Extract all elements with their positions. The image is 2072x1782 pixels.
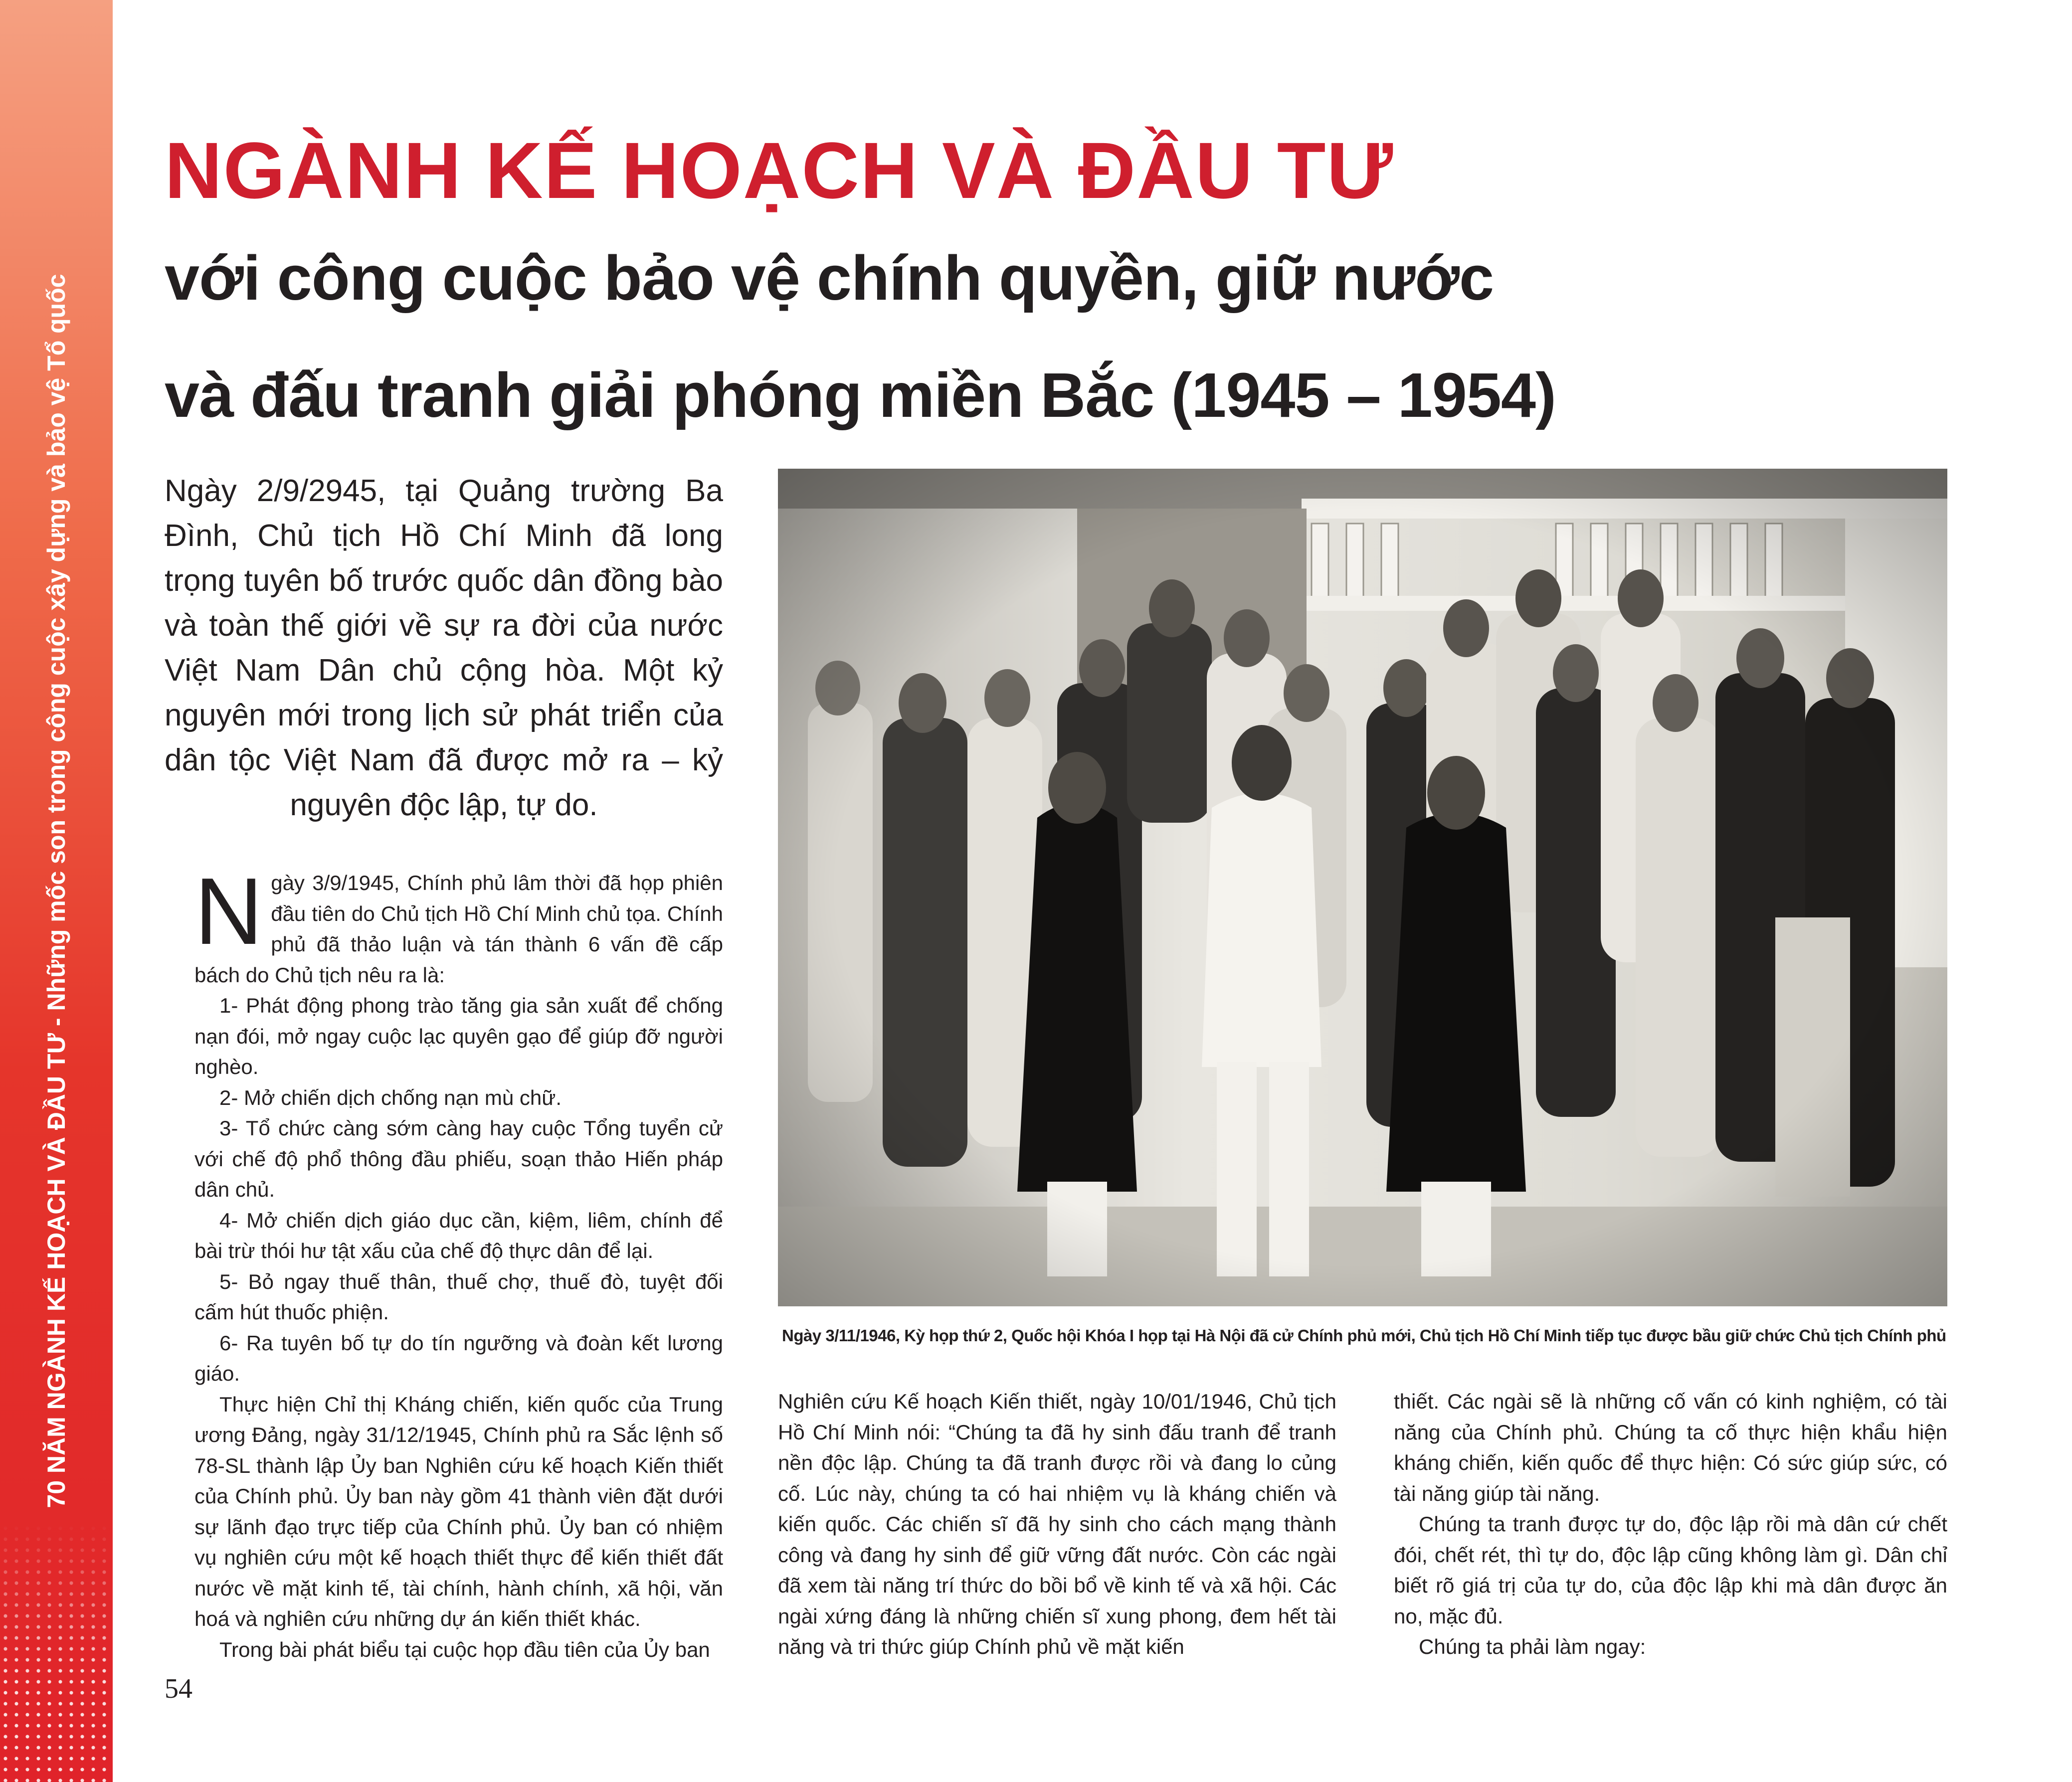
opening-paragraph (194, 859, 723, 990)
drop-cap: N (194, 859, 263, 964)
list-item: 6- Ra tuyên bố tự do tín ngưỡng và đoàn kết lương giáo. (194, 1331, 723, 1385)
lead-paragraph: Ngày 2/9/2945, tại Quảng trường Ba Đình, Chủ tịch Hồ Chí Minh đã long trọng tuyên bố trước quốc dân đồng bào và toàn thế giới về sự ra đời của nước Việt Nam Dân chủ cộng hòa. Một kỷ nguyên mới trong lịch sử phát triển của dân tộc Việt Nam đã được mở ra – kỷ nguyên độc lập, tự do. (165, 474, 723, 822)
body-paragraph: Chúng ta tranh được tự do, độc lập rồi mà dân cứ chết đói, chết rét, thì tự do, độc lập cũng không làm gì. Dân chỉ biết rõ giá trị của tự do, của độc lập khi mà dân được ăn no, mặc đủ. (1394, 1512, 1947, 1628)
historical-group-photo (778, 469, 1947, 1306)
body-paragraph: Thực hiện Chỉ thị Kháng chiến, kiến quốc của Trung ương Đảng, ngày 31/12/1945, Chính phủ ra Sắc lệnh số 78-SL thành lập Ủy ban Nghiên cứu kế hoạch Kiến thiết của Chính phủ. Ủy ban này gồm 41 thành viên đặt dưới sự lãnh đạo trực tiếp của Chính phủ. Ủy ban có nhiệm vụ nghiên cứu một kế hoạch thiết thực để kiến thiết đất nước về mặt kinh tế, tài chính, hành chính, xã hội, văn hoá và nghiên cứu những dự án kiến thiết khác. (194, 1392, 723, 1630)
list-item: 3- Tổ chức càng sớm càng hay cuộc Tổng tuyển cử với chế độ phổ thông đầu phiếu, soạn thảo Hiến pháp dân chủ. (194, 1116, 723, 1201)
article-title: NGÀNH KẾ HOẠCH VÀ ĐẦU TƯ (165, 126, 1394, 215)
body-paragraph: Trong bài phát biểu tại cuộc họp đầu tiên của Ủy ban (219, 1637, 710, 1661)
opening-paragraph-text: gày 3/9/1945, Chính phủ lâm thời đã họp phiên đầu tiên do Chủ tịch Hồ Chí Minh chủ tọa. Chính phủ đã thảo luận và tán thành 6 vấn đề cấp bách do Chủ tịch nêu ra là: (194, 871, 723, 987)
photo-caption: Ngày 3/11/1946, Kỳ họp thứ 2, Quốc hội Khóa I họp tại Hà Nội đã cử Chính phủ mới, Chủ tịch Hồ Chí Minh tiếp tục được bầu giữ chức Chủ tịch Chính phủ (782, 1326, 1946, 1345)
page-number: 54 (165, 1673, 192, 1704)
list-item: 1- Phát động phong trào tăng gia sản xuất để chống nạn đói, mở ngay cuộc lạc quyên gạo để giúp đỡ người nghèo. (194, 994, 723, 1078)
body-column-2 (778, 1386, 1336, 1662)
body-paragraph: Chúng ta phải làm ngay: (1419, 1635, 1646, 1658)
body-column-3 (1394, 1386, 1947, 1662)
list-item: 2- Mở chiến dịch chống nạn mù chữ. (219, 1085, 562, 1109)
article-subtitle-line2: và đấu tranh giải phóng miền Bắc (1945 – 1954) (165, 360, 1556, 430)
running-header-vertical: 70 NĂM NGÀNH KẾ HOẠCH VÀ ĐẦU TƯ - Những mốc son trong công cuộc xây dựng và bảo vệ Tổ quốc (42, 274, 70, 1508)
list-item: 4- Mở chiến dịch giáo dục cần, kiệm, liêm, chính để bài trừ thói hư tật xấu của chế độ thực dân để lại. (194, 1208, 723, 1262)
group-photo-image (778, 469, 1947, 1306)
list-item: 5- Bỏ ngay thuế thân, thuế chợ, thuế đò, tuyệt đối cấm hút thuốc phiện. (194, 1269, 723, 1324)
body-paragraph: Nghiên cứu Kế hoạch Kiến thiết, ngày 10/01/1946, Chủ tịch Hồ Chí Minh nói: “Chúng ta đã hy sinh đấu tranh để tranh nền độc lập. Chúng ta đã tranh được rồi và đang lo củng cố. Lúc này, chúng ta có hai nhiệm vụ là kháng chiến và kiến quốc. Các chiến sĩ đã hy sinh cho cách mạng thành công và đang hy sinh để giữ vững đất nước. Còn các ngài đã xem tài năng trí thức do bồi bổ về kinh tế và xã hội. Các ngài xứng đáng là những chiến sĩ xung phong, đem hết tài năng và tri thức giúp Chính phủ về mặt kiến (778, 1390, 1336, 1658)
body-paragraph: thiết. Các ngài sẽ là những cố vấn có kinh nghiệm, có tài năng của Chính phủ. Chúng ta cố thực hiện khẩu hiện kháng chiến, kiến quốc để thực hiện: Có sức giúp sức, có tài năng giúp tài năng. (1394, 1390, 1947, 1505)
article-subtitle-line1: với công cuộc bảo vệ chính quyền, giữ nước (165, 243, 1494, 313)
body-column-1 (194, 859, 723, 1665)
